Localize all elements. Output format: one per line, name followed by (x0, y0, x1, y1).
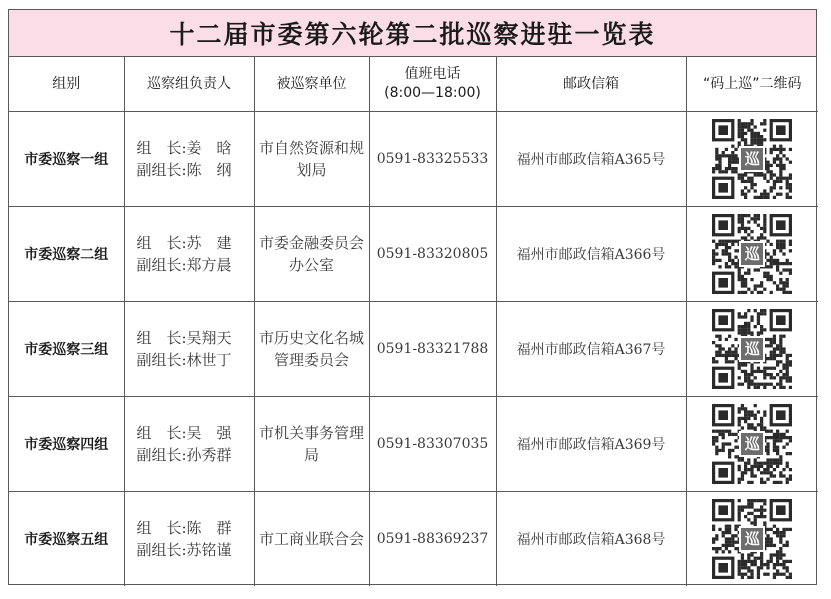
deputy-leader-line: 副组长:陈 纲 (136, 161, 232, 179)
patrol-table-frame (8, 9, 817, 585)
qr-cell (686, 302, 818, 397)
leader-cell (124, 112, 254, 207)
qr-cell (686, 112, 818, 207)
leader-line: 组 长:吴 强 (136, 424, 232, 442)
qr-cell (686, 492, 818, 587)
unit-cell (254, 492, 369, 587)
patrol-logo-icon: 巡 (739, 241, 765, 267)
header-phone (369, 57, 496, 112)
unit-cell (254, 207, 369, 302)
table-row (9, 302, 818, 397)
header-phone-label: 值班电话 (404, 66, 461, 82)
group-cell: 市委巡察四组 (9, 397, 124, 492)
table-row (9, 112, 818, 207)
patrol-table (9, 57, 818, 586)
unit-cell (254, 302, 369, 397)
leader-line: 组 长:吴翔天 (136, 329, 232, 347)
unit-name: 市自然资源和规划局 (258, 139, 364, 179)
unit-name: 市历史文化名城管理委员会 (258, 329, 364, 369)
unit-name: 市委金融委员会办公室 (258, 234, 364, 274)
qr-code[interactable] (712, 499, 792, 579)
group-cell: 市委巡察三组 (9, 302, 124, 397)
header-row (9, 57, 818, 112)
leader-line: 组 长:姜 晗 (136, 139, 232, 157)
qr-cell (686, 207, 818, 302)
unit-name: 市工商业联合会 (258, 530, 364, 548)
group-cell: 市委巡察二组 (9, 207, 124, 302)
header-mailbox: 邮政信箱 (496, 57, 686, 112)
unit-cell (254, 397, 369, 492)
table-row (9, 397, 818, 492)
mailbox-cell: 福州市邮政信箱A368号 (496, 492, 686, 587)
patrol-logo-icon: 巡 (739, 336, 765, 362)
patrol-logo-icon: 巡 (739, 526, 765, 552)
qr-cell (686, 397, 818, 492)
qr-code[interactable] (712, 119, 792, 199)
leader-line: 组 长:陈 群 (136, 519, 232, 537)
leader-cell (124, 302, 254, 397)
deputy-leader-line: 副组长:孙秀群 (136, 446, 232, 464)
deputy-leader-line: 副组长:郑方晨 (136, 256, 232, 274)
qr-code[interactable] (712, 309, 792, 389)
table-row (9, 492, 818, 587)
table-title: 十二届市委第六轮第二批巡察进驻一览表 (9, 10, 816, 57)
mailbox-cell: 福州市邮政信箱A369号 (496, 397, 686, 492)
mailbox-cell: 福州市邮政信箱A367号 (496, 302, 686, 397)
header-unit: 被巡察单位 (254, 57, 369, 112)
table-row (9, 207, 818, 302)
phone-cell: 0591-88369237 (369, 492, 496, 587)
deputy-leader-line: 副组长:林世丁 (136, 351, 232, 369)
group-cell: 市委巡察一组 (9, 112, 124, 207)
mailbox-cell: 福州市邮政信箱A366号 (496, 207, 686, 302)
leader-cell (124, 207, 254, 302)
leader-cell (124, 397, 254, 492)
qr-code[interactable] (712, 404, 792, 484)
mailbox-cell: 福州市邮政信箱A365号 (496, 112, 686, 207)
phone-cell: 0591-83325533 (369, 112, 496, 207)
phone-cell: 0591-83307035 (369, 397, 496, 492)
patrol-logo-icon: 巡 (739, 146, 765, 172)
unit-name: 市机关事务管理局 (258, 424, 364, 464)
phone-cell: 0591-83321788 (369, 302, 496, 397)
qr-code[interactable] (712, 214, 792, 294)
header-phone-hours: (8:00—18:00) (384, 85, 481, 101)
leader-cell (124, 492, 254, 587)
header-group: 组别 (9, 57, 124, 112)
header-qr: “码上巡”二维码 (686, 57, 818, 112)
deputy-leader-line: 副组长:苏铭谨 (136, 541, 232, 559)
leader-line: 组 长:苏 建 (136, 234, 232, 252)
group-cell: 市委巡察五组 (9, 492, 124, 587)
unit-cell (254, 112, 369, 207)
phone-cell: 0591-83320805 (369, 207, 496, 302)
patrol-logo-icon: 巡 (739, 431, 765, 457)
header-leader: 巡察组负责人 (124, 57, 254, 112)
